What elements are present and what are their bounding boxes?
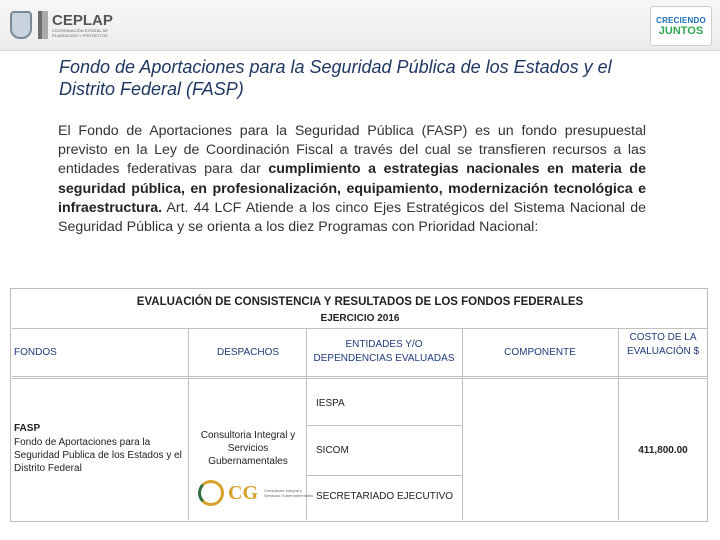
ceplap-logo xyxy=(10,6,113,44)
grid-line xyxy=(12,378,708,379)
body-text-part1: El Fondo de Aportaciones para la Seguridad Pública (FASP) es un fondo presupuestal previsto en la Ley de Coordinación Fiscal a través del cual se transfieren recursos a las entidades federativas para dar xyxy=(58,123,646,178)
slide-body xyxy=(58,122,646,237)
grid-line xyxy=(306,425,462,426)
grid-line xyxy=(12,328,708,329)
header-bar xyxy=(0,0,720,51)
creciendo-juntos-logo xyxy=(650,6,712,46)
entidad-iespa: IESPA xyxy=(316,398,345,409)
logo-line2: JUNTOS xyxy=(658,24,704,37)
fondo-name: Fondo de Aportaciones para la Seguridad Publica de los Estados y el Distrito Federal xyxy=(14,437,182,474)
grid-line xyxy=(462,328,463,520)
table-title: EVALUACIÓN DE CONSISTENCIA Y RESULTADOS DE LOS FONDOS FEDERALES xyxy=(136,296,584,308)
body-text-bold: cumplimiento a estrategias nacionales en materia de seguridad pública, en profesionalización, equipamiento, modernización tecnológica e infraestructura. xyxy=(58,161,646,216)
grid-line xyxy=(188,328,189,520)
despacho-name: Consultoria Integral y Servicios Gubernamentales xyxy=(200,430,296,467)
entidad-secretariado: SECRETARIADO EJECUTIVO xyxy=(316,491,454,502)
header-costo: COSTO DE LA EVALUACIÓN $ xyxy=(626,332,700,357)
costo-value: 411,800.00 xyxy=(638,445,688,456)
ceplap-name: CEPLAP xyxy=(52,11,113,29)
logo-line1: CRECIENDO xyxy=(656,15,706,25)
slide-title: Fondo de Aportaciones para la Seguridad Pública de los Estados y el Distrito Federal (FASP) xyxy=(59,57,612,99)
ceplap-mark-icon xyxy=(38,11,48,39)
entidad-sicom: SICOM xyxy=(316,445,349,456)
body-text-part2: Art. 44 LCF Atiende a los cinco Ejes Estratégicos del Sistema Nacional de Seguridad Pública y se orienta a los diez Programas con Prioridad Nacional: xyxy=(58,199,646,236)
fondo-code: FASP xyxy=(14,423,41,434)
consultoria-mark: CG xyxy=(228,481,258,504)
ceplap-subtitle: COORDINACIÓN ESTATAL DE PLANEACIÓN Y PROYECTOS xyxy=(52,27,109,38)
consultoria-tagline: Consultoría Integral y Servicios Gubernamentales xyxy=(264,488,314,498)
grid-line xyxy=(618,328,619,520)
consultoria-logo xyxy=(198,480,314,506)
header-componente: COMPONENTE xyxy=(504,347,576,358)
state-seal-icon xyxy=(10,11,32,39)
grid-line xyxy=(12,376,708,377)
table-year: EJERCICIO 2016 xyxy=(320,313,400,324)
header-entidades: ENTIDADES Y/O DEPENDENCIAS EVALUADAS xyxy=(313,339,455,364)
consultoria-ring-icon xyxy=(198,480,224,506)
grid-line xyxy=(306,475,462,476)
header-despachos: DESPACHOS xyxy=(216,347,280,358)
header-fondos: FONDOS xyxy=(14,347,57,358)
